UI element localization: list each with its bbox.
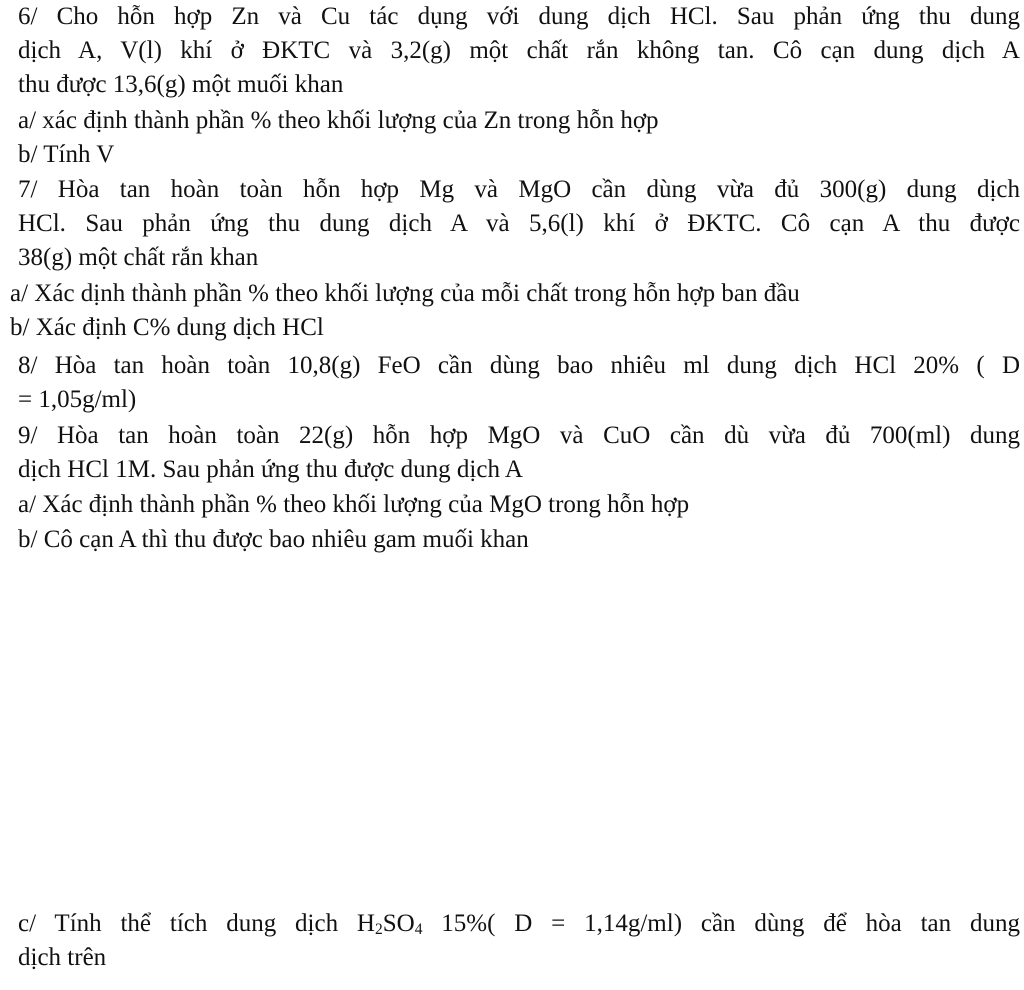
problem-9-line-2: dịch HCl 1M. Sau phản ứng thu được dung dịch A (18, 456, 523, 483)
problem-9-part-b: b/ Cô cạn A thì thu được bao nhiêu gam muối khan (18, 526, 529, 553)
problem-7-line-1: 7/ Hòa tan hoàn toàn hỗn hợp Mg và MgO cần dùng vừa đủ 300(g) dung dịch (18, 176, 1020, 203)
problem-6-line-3: thu được 13,6(g) một muối khan (18, 71, 344, 98)
problem-9-part-c-line-2: dịch trên (18, 944, 107, 971)
problem-9 (18, 419, 1020, 557)
problem-6-part-b: b/ Tính V (18, 141, 115, 168)
problem-6-line-2: dịch A, V(l) khí ở ĐKTC và 3,2(g) một chất rắn không tan. Cô cạn dung dịch A (18, 37, 1020, 64)
problem-7-line-2: HCl. Sau phản ứng thu dung dịch A và 5,6(l) khí ở ĐKTC. Cô cạn A thu được (18, 210, 1020, 237)
problem-9-part-c-line-1 (18, 907, 1020, 941)
problem-7 (10, 173, 1020, 345)
part-c-prefix: c/ Tính thể tích dung dịch H (18, 910, 375, 937)
part-c-subscript-4: 4 (414, 921, 423, 939)
problem-7-line-3: 38(g) một chất rắn khan (18, 244, 259, 271)
part-c-subscript-2: 2 (374, 921, 383, 939)
problem-8-line-1: 8/ Hòa tan hoàn toàn 10,8(g) FeO cần dùng bao nhiêu ml dung dịch HCl 20% ( D (18, 352, 1020, 379)
problem-8-line-2: = 1,05g/ml) (18, 386, 137, 413)
problem-9-line-1: 9/ Hòa tan hoàn toàn 22(g) hỗn hợp MgO và CuO cần dù vừa đủ 700(ml) dung (18, 422, 1020, 449)
problem-6 (18, 0, 1020, 172)
problem-9-part-c (18, 907, 1020, 975)
problem-7-part-b: b/ Xác định C% dung dịch HCl (10, 314, 324, 341)
part-c-suffix: 15%( D = 1,14g/ml) cần dùng để hòa tan dung (422, 910, 1020, 937)
problem-9-part-a: a/ Xác định thành phần % theo khối lượng của MgO trong hỗn hợp (18, 491, 690, 518)
problem-6-part-a: a/ xác định thành phần % theo khối lượng của Zn trong hỗn hợp (18, 107, 659, 134)
problem-8 (18, 349, 1020, 417)
problem-6-line-1: 6/ Cho hỗn hợp Zn và Cu tác dụng với dung dịch HCl. Sau phản ứng thu dung (18, 3, 1020, 30)
problem-7-part-a: a/ Xác dịnh thành phần % theo khối lượng của mỗi chất trong hỗn hợp ban đầu (10, 280, 800, 307)
part-c-so: SO (382, 910, 415, 937)
